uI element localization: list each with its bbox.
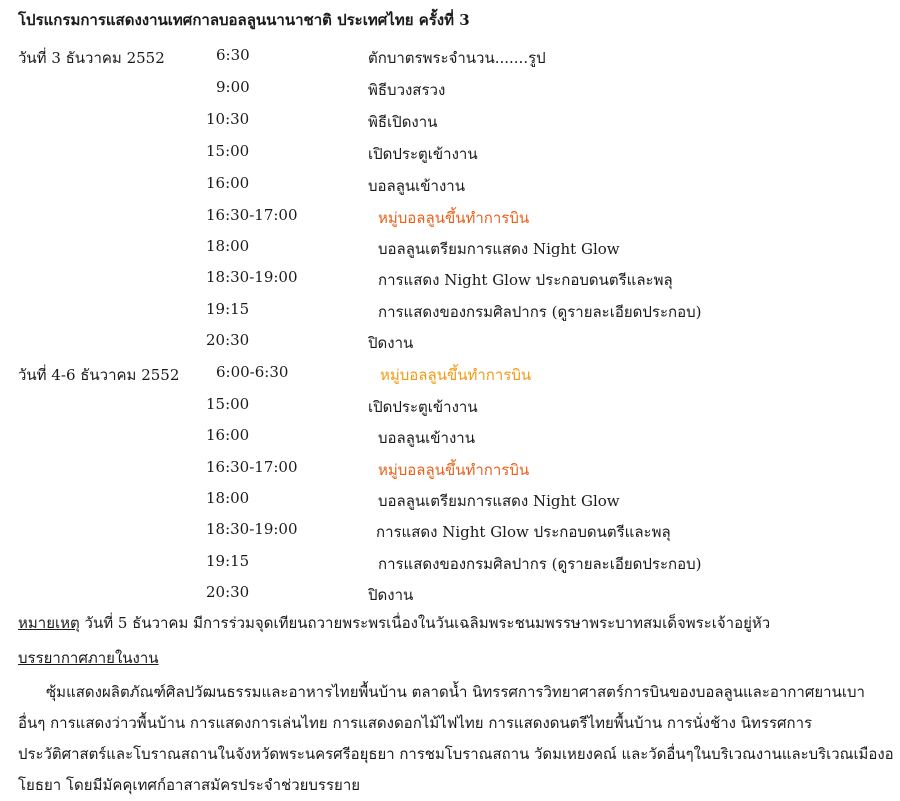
atmosphere-heading: บรรยากาศภายในงาน xyxy=(18,649,159,667)
schedule-row xyxy=(0,489,900,513)
activity-cell: การแสดงของกรมศิลปากร (ดูรายละเอียดประกอบ) xyxy=(378,555,702,573)
activity-cell: บอลลูนเข้างาน xyxy=(378,429,475,447)
schedule-row xyxy=(0,206,900,230)
time-cell: 16:30-17:00 xyxy=(206,458,298,476)
time-cell: 6:00-6:30 xyxy=(216,363,289,381)
time-cell: 19:15 xyxy=(206,552,250,570)
schedule-row xyxy=(0,395,900,419)
time-cell: 16:00 xyxy=(206,174,250,192)
time-cell: 18:30-19:00 xyxy=(206,520,298,538)
time-cell: 18:00 xyxy=(206,237,250,255)
activity-cell: เปิดประตูเข้างาน xyxy=(368,145,478,163)
time-cell: 6:30 xyxy=(216,46,250,64)
time-cell: 16:00 xyxy=(206,426,250,444)
activity-cell: ปิดงาน xyxy=(368,586,414,604)
activity-cell: บอลลูนเตรียมการแสดง Night Glow xyxy=(378,492,620,510)
schedule-row xyxy=(0,142,900,166)
activity-cell: พิธีบวงสรวง xyxy=(368,81,446,99)
schedule-row xyxy=(0,363,900,387)
activity-cell-highlight: หมู่บอลลูนขึ้นทำการบิน xyxy=(378,461,530,479)
paragraph-line: ซุ้มแสดงผลิตภัณฑ์ศิลปวัฒนธรรมและอาหารไทยพื้นบ้าน ตลาดน้ำ นิทรรศการวิทยาศาสตร์การบินของบอลลูนและอากาศยานเบา xyxy=(46,683,865,701)
activity-cell: ปิดงาน xyxy=(368,334,414,352)
day1-date: วันที่ 3 ธันวาคม 2552 xyxy=(18,49,165,67)
note xyxy=(18,611,770,635)
schedule-row xyxy=(0,110,900,134)
time-cell: 20:30 xyxy=(206,331,250,349)
schedule-row xyxy=(0,331,900,355)
schedule-row xyxy=(0,174,900,198)
time-cell: 15:00 xyxy=(206,142,250,160)
paragraph-line: ประวัติศาสตร์และโบราณสถานในจังหวัดพระนครศรีอยุธยา การชมโบราณสถาน วัดมเหยงคณ์ และวัดอื่นๆในบริเวณงานและบริเวณเมืองอ xyxy=(18,745,894,763)
paragraph-line: อื่นๆ การแสดงว่าวพื้นบ้าน การแสดงการเล่นไทย การแสดงดอกไม้ไฟไทย การแสดงดนตรีไทยพื้นบ้าน การนั่งช้าง นิทรรศการ xyxy=(18,714,813,732)
activity-cell: เปิดประตูเข้างาน xyxy=(368,398,478,416)
activity-cell: การแสดง Night Glow ประกอบดนตรีและพลุ xyxy=(376,523,671,541)
schedule-row xyxy=(0,426,900,450)
time-cell: 19:15 xyxy=(206,300,250,318)
activity-cell: ตักบาตรพระจำนวน.......รูป xyxy=(368,49,546,67)
schedule-row xyxy=(0,237,900,261)
schedule-row xyxy=(0,520,900,544)
time-cell: 15:00 xyxy=(206,395,250,413)
paragraph-line: โยธยา โดยมีมัคคุเทศก์อาสาสมัครประจำช่วยบรรยาย xyxy=(18,776,361,794)
activity-cell-highlight: หมู่บอลลูนขึ้นทำการบิน xyxy=(378,209,530,227)
schedule-row xyxy=(0,458,900,482)
activity-cell: บอลลูนเข้างาน xyxy=(368,177,465,195)
time-cell: 20:30 xyxy=(206,583,250,601)
schedule-row xyxy=(0,46,900,70)
activity-cell: พิธีเปิดงาน xyxy=(368,113,438,131)
activity-cell: การแสดง Night Glow ประกอบดนตรีและพลุ xyxy=(378,271,673,289)
time-cell: 9:00 xyxy=(216,78,250,96)
schedule-row xyxy=(0,552,900,576)
note-label: หมายเหตุ xyxy=(18,614,80,632)
schedule-row xyxy=(0,78,900,102)
time-cell: 18:00 xyxy=(206,489,250,507)
time-cell: 16:30-17:00 xyxy=(206,206,298,224)
day2-date: วันที่ 4-6 ธันวาคม 2552 xyxy=(18,366,180,384)
time-cell: 10:30 xyxy=(206,110,250,128)
activity-cell-highlight: หมู่บอลลูนขึ้นทำการบิน xyxy=(380,366,532,384)
schedule-row xyxy=(0,583,900,607)
activity-cell: บอลลูนเตรียมการแสดง Night Glow xyxy=(378,240,620,258)
note-text: วันที่ 5 ธันวาคม มีการร่วมจุดเทียนถวายพระพรเนื่องในวันเฉลิมพระชนมพรรษาพระบาทสมเด็จพระเจ้าอยู่หัว xyxy=(84,614,771,632)
schedule-row xyxy=(0,300,900,324)
time-cell: 18:30-19:00 xyxy=(206,268,298,286)
page-title: โปรแกรมการแสดงงานเทศกาลบอลลูนนานาชาติ ประเทศไทย ครั้งที่ 3 xyxy=(18,11,470,29)
schedule-row xyxy=(0,268,900,292)
activity-cell: การแสดงของกรมศิลปากร (ดูรายละเอียดประกอบ) xyxy=(378,303,702,321)
